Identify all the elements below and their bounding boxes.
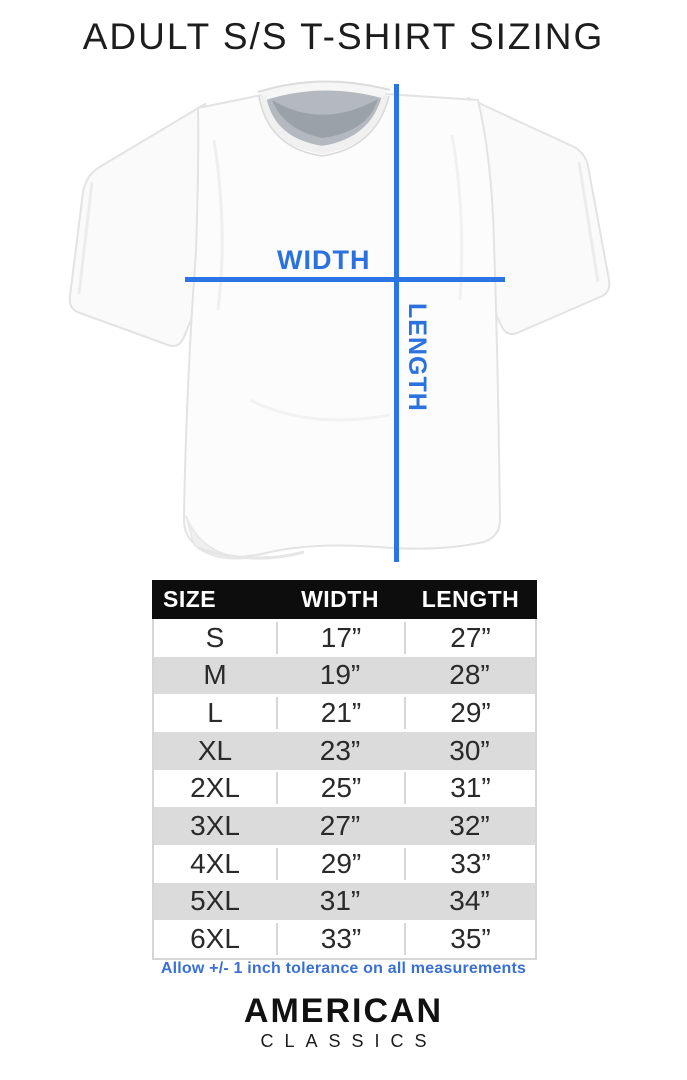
tshirt-left-sleeve — [70, 104, 208, 346]
cell-width: 27” — [319, 810, 361, 842]
cell-width: 21” — [276, 697, 404, 729]
size-chart-table — [152, 580, 537, 960]
cell-length: 28” — [449, 659, 490, 691]
table-row — [154, 694, 535, 732]
table-header-row — [152, 580, 537, 619]
cell-length: 30” — [449, 734, 490, 766]
table-row — [154, 845, 535, 883]
cell-size: M — [203, 659, 227, 691]
cell-length: 34” — [449, 885, 490, 917]
cell-length: 33” — [404, 848, 535, 880]
table-row — [154, 883, 535, 921]
table-row — [154, 920, 535, 958]
brand-name-primary: AMERICAN — [243, 992, 444, 1030]
table-row — [154, 657, 535, 695]
header-cell-width: WIDTH — [301, 586, 379, 612]
cell-size: L — [207, 697, 223, 729]
cell-width: 33” — [276, 923, 404, 955]
cell-width: 17” — [276, 622, 404, 654]
header-cell-length: LENGTH — [421, 586, 520, 612]
cell-length: 32” — [449, 810, 490, 842]
cell-size: 4XL — [190, 847, 240, 879]
cell-width: 25” — [276, 772, 404, 804]
width-label: WIDTH — [277, 245, 371, 275]
table-row — [154, 732, 535, 770]
cell-length: 29” — [404, 697, 535, 729]
cell-length: 35” — [404, 923, 535, 955]
tshirt-torso — [184, 94, 500, 557]
brand-logo — [0, 994, 687, 1050]
cell-width: 19” — [319, 659, 361, 691]
cell-size: S — [205, 621, 225, 653]
cell-size: XL — [197, 734, 233, 766]
length-label: LENGTH — [403, 303, 431, 412]
tolerance-note: Allow +/- 1 inch tolerance on all measurements — [160, 960, 527, 977]
page-title: ADULT S/S T-SHIRT SIZING — [82, 16, 605, 57]
table-row — [154, 770, 535, 808]
header-cell-size: SIZE — [163, 586, 217, 612]
table-body — [152, 619, 537, 960]
cell-size: 5XL — [190, 885, 240, 917]
table-row — [154, 619, 535, 657]
length-measure-line — [394, 84, 399, 562]
cell-width: 29” — [276, 848, 404, 880]
cell-width: 31” — [319, 885, 361, 917]
cell-width: 23” — [319, 734, 361, 766]
cell-size: 2XL — [190, 772, 240, 804]
brand-name-secondary: CLASSICS — [260, 1031, 438, 1051]
cell-length: 31” — [404, 772, 535, 804]
cell-size: 6XL — [190, 923, 240, 955]
cell-length: 27” — [404, 622, 535, 654]
width-measure-line — [185, 277, 505, 282]
table-row — [154, 807, 535, 845]
cell-size: 3XL — [190, 810, 240, 842]
